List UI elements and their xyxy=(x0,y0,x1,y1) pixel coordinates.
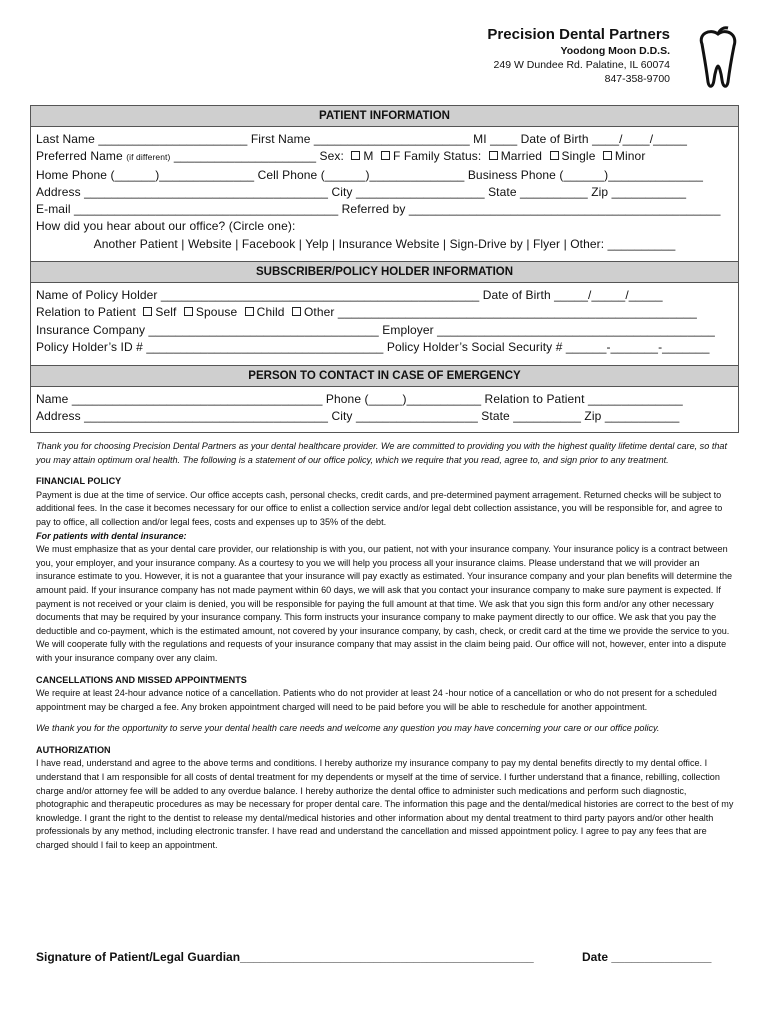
financial-policy-text: Payment is due at the time of service. Our office accepts cash, personal checks, credit cards, and pre-determined payment arragement. Returned checks will be subject to additional fees. In the case it becomes necessary for our office to enlist a collection service and/or legal debt collection assistance, you will be responsible for, and agree to pay to office, all collection and/or legal fees, costs and expenses up to 35% of the debt. xyxy=(36,489,723,527)
spouse-checkbox[interactable] xyxy=(184,307,193,316)
practice-name: Precision Dental Partners xyxy=(487,26,670,43)
patient-information-section xyxy=(30,105,739,262)
preferred-name-row[interactable]: Preferred Name (if different) _____________________ Sex: M F Family Status: Married Single Minor xyxy=(36,149,646,164)
insurance-text: We must emphasize that as your dental care provider, our relationship is with you, our patient, not with your insurance company. Your insurance policy is a contract between you, your employer, and your insurance company. As a courtesy to you we will help you process all your insurance claims. Please understand that we will provider an insurance estimate to you. However, it is not a guarantee that your insurance will pay exactly as estimated. Your insurance company and your plan benefits will determine the amount paid. If your insurance company has not made payment within 60 days, we will ask that you contact your insurance company to make sure payment is expected. If payment is not received or your claim is denied, you will be responsible for paying the full amount at that time. We ask that you sign this form and/or any other necessary documents that may be required by your insurance company. This form instructs your insurance company to make payment directly to our office. We ask that you pay the deductible and co-payment, which is the estimated amount, not covered by your insurance company, by cash, check, or credit card at the time we provide the service to you. We will cooperate fully with the regulations and requests of your insurance company that may assist in the claim being paid. Our office will not, however, enter into a dispute with your insurance company over any claim. xyxy=(36,544,733,663)
patient-name-row[interactable]: Last Name ______________________ First Name _______________________ MI ____ Date of Birth ____/____/_____ xyxy=(36,132,688,146)
practice-address: 249 W Dundee Rd. Palatine, IL 60074 xyxy=(493,59,670,71)
cancellation-text: We require at least 24-hour advance notice of a cancellation. Patients who do not provider at least 24 -hour notice of a cancellation or who do not present for a scheduled appointment may be charged a fee. Any broken appointment charged will need to be paid before you will be able to reschedule for another appointment. xyxy=(36,688,717,712)
section-title-patient: PATIENT INFORMATION xyxy=(31,106,738,127)
child-checkbox[interactable] xyxy=(245,307,254,316)
financial-policy-heading: FINANCIAL POLICY xyxy=(36,476,122,487)
insurance-heading: For patients with dental insurance: xyxy=(36,530,187,541)
cancellation-heading: CANCELLATIONS AND MISSED APPOINTMENTS xyxy=(36,674,247,685)
policy-intro: Thank you for choosing Precision Dental Partners as your dental healthcare provider. We are committed to providing you with the highest quality lifetime dental care, so that you may attain optimum oral health. The following is a statement of our office policy, which we require that you read, agree to, and sign prior to any treatment. xyxy=(36,441,727,465)
doctor-name: Yoodong Moon D.D.S. xyxy=(560,45,670,57)
practice-header xyxy=(320,26,740,96)
married-checkbox[interactable] xyxy=(489,151,498,160)
signature-line xyxy=(36,950,736,964)
emergency-name-row[interactable]: Name _____________________________________ Phone (_____)___________ Relation to Patient ______________ xyxy=(36,392,683,406)
authorization-heading: AUTHORIZATION xyxy=(36,744,111,755)
emergency-contact-section xyxy=(30,366,739,433)
practice-info xyxy=(487,26,670,86)
sex-f-checkbox[interactable] xyxy=(381,151,390,160)
address-row[interactable]: Address ____________________________________ City ___________________ State __________ Zip ___________ xyxy=(36,184,687,199)
section-title-subscriber: SUBSCRIBER/POLICY HOLDER INFORMATION xyxy=(31,262,738,283)
relation-row[interactable]: Relation to Patient Self Spouse Child Other _____________________________________________________ xyxy=(36,305,697,320)
referral-question: How did you hear about our office? (Circle one): xyxy=(36,219,296,234)
office-policy xyxy=(36,440,736,853)
insurance-company-row[interactable]: Insurance Company __________________________________ Employer _________________________________________ xyxy=(36,322,715,337)
subscriber-section xyxy=(30,262,739,366)
thanks-note: We thank you for the opportunity to serve your dental health care needs and welcome any question you may have concerning your care or our office policy. xyxy=(36,723,660,734)
minor-checkbox[interactable] xyxy=(603,151,612,160)
self-checkbox[interactable] xyxy=(143,307,152,316)
section-title-emergency: PERSON TO CONTACT IN CASE OF EMERGENCY xyxy=(31,366,738,387)
email-row[interactable]: E-mail _______________________________________ Referred by ______________________________________________ xyxy=(36,202,721,217)
sex-m-checkbox[interactable] xyxy=(351,151,360,160)
tooth-icon xyxy=(696,26,740,92)
date-field[interactable]: Date _______________ xyxy=(582,950,712,964)
policy-id-row[interactable]: Policy Holder’s ID # ___________________________________ Policy Holder’s Social Security # ______-_______-_______ xyxy=(36,339,710,354)
other-checkbox[interactable] xyxy=(292,307,301,316)
authorization-text: I have read, understand and agree to the above terms and conditions. I hereby authorize my insurance company to pay my dental benefits directly to my dental office. I understand that I am responsible for all costs of dental treatment for my dependents or myself at the time of service. I further understand that a finance, rebilling, collection charge and/or attorney fee will be added to any overdue balance. I hereby authorize the dental office to administer such medications and perform such diagnostic, photographic and therapeutic procedures as may be necessary for proper dental care. The information this page and the dental/medical histories are correct to the best of my knowledge. I grant the right to the dentist to release my dental/medical histories and other information about my dental treatment to third party payors and/or other health professionals by any method, including electronic transfer. I have read and understand the cancellation and missed appointment policy. I agree to pay any fees that are charged should I fail to keep an appointment. xyxy=(36,758,734,851)
signature-field[interactable]: Signature of Patient/Legal Guardian____________________________________________ xyxy=(36,950,534,964)
single-checkbox[interactable] xyxy=(550,151,559,160)
phone-row[interactable]: Home Phone (______)______________ Cell Phone (______)______________ Business Phone (______)______________ xyxy=(36,167,704,182)
emergency-address-row[interactable]: Address ____________________________________ City __________________ State __________ Zip ___________ xyxy=(36,409,680,424)
policy-holder-row[interactable]: Name of Policy Holder _______________________________________________ Date of Birth _____/_____/_____ xyxy=(36,288,663,302)
practice-phone: 847-358-9700 xyxy=(604,73,670,85)
referral-options[interactable]: Another Patient | Website | Facebook | Yelp | Insurance Website | Sign-Drive by | Flyer | Other: __________ xyxy=(93,236,676,251)
